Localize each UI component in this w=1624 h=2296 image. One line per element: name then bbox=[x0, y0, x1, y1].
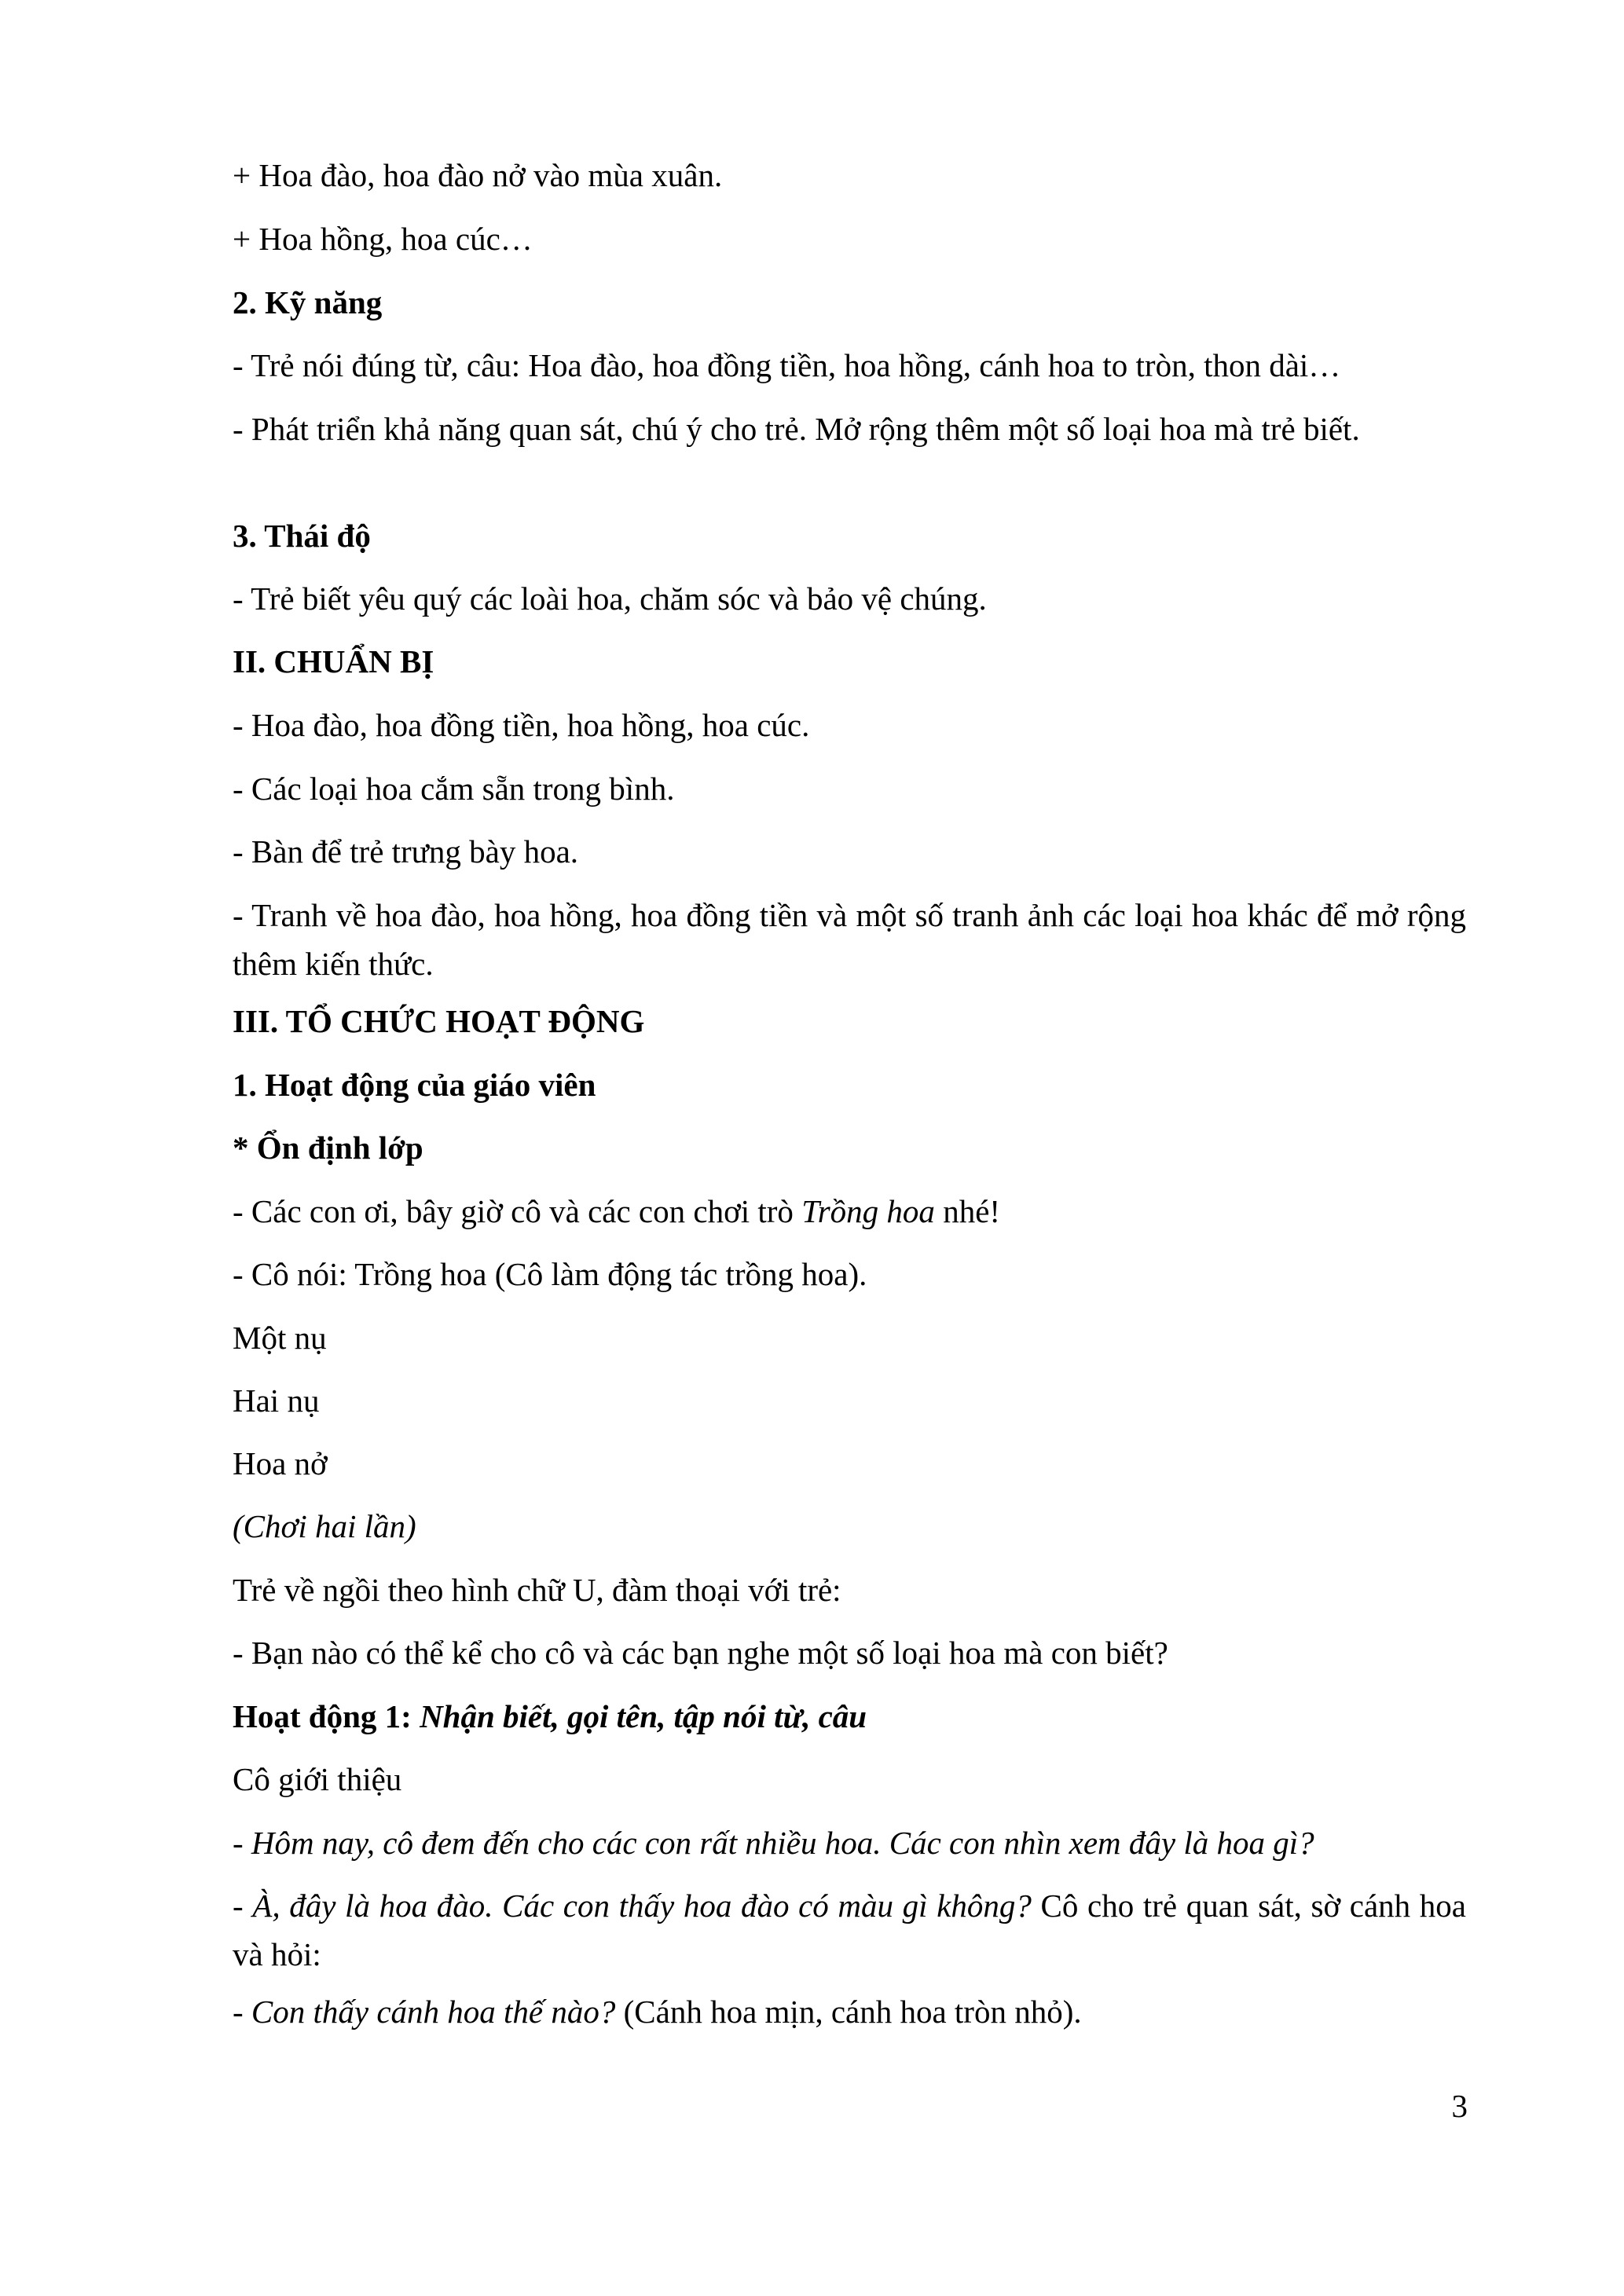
text-line: - Bàn để trẻ trưng bày hoa. bbox=[233, 833, 579, 870]
activity-label: Hoạt động 1: bbox=[233, 1698, 420, 1734]
text-line: + Hoa hồng, hoa cúc… bbox=[233, 221, 533, 257]
activity-title: Nhận biết, gọi tên, tập nói từ, câu bbox=[420, 1698, 867, 1734]
section-heading: 2. Kỹ năng bbox=[233, 284, 383, 320]
text-line: - Trẻ biết yêu quý các loài hoa, chăm sóc và bảo vệ chúng. bbox=[233, 580, 987, 617]
text-line: (Chơi hai lần) bbox=[233, 1508, 416, 1544]
question-normal: (Cánh hoa mịn, cánh hoa tròn nhỏ). bbox=[615, 1994, 1082, 2030]
text-line: Trẻ về ngồi theo hình chữ U, đàm thoại với trẻ: bbox=[233, 1572, 841, 1608]
game-line bbox=[233, 1187, 1466, 1236]
game-name: Trồng hoa bbox=[801, 1193, 935, 1229]
text-line: - Các loại hoa cắm sẵn trong bình. bbox=[233, 771, 675, 807]
section-heading: 1. Hoạt động của giáo viên bbox=[233, 1067, 596, 1103]
section-heading: III. TỔ CHỨC HOẠT ĐỘNG bbox=[233, 1003, 645, 1039]
text-line: Cô giới thiệu bbox=[233, 1761, 402, 1797]
section-heading: II. CHUẨN BỊ bbox=[233, 643, 434, 679]
activity-heading bbox=[233, 1692, 1466, 1741]
text-line: - Hoa đào, hoa đồng tiền, hoa hồng, hoa cúc. bbox=[233, 707, 810, 743]
question-italic: - À, đây là hoa đào. Các con thấy hoa đào có màu gì không? bbox=[233, 1888, 1032, 1924]
section-heading: * Ổn định lớp bbox=[233, 1130, 423, 1166]
text-paragraph: - Tranh về hoa đào, hoa hồng, hoa đồng tiền và một số tranh ảnh các loại hoa khác để mở rộng thêm kiến thức. bbox=[233, 897, 1466, 982]
question-line: - Hôm nay, cô đem đến cho các con rất nhiều hoa. Các con nhìn xem đây là hoa gì? bbox=[233, 1825, 1314, 1861]
text-line: - Bạn nào có thể kể cho cô và các bạn nghe một số loại hoa mà con biết? bbox=[233, 1635, 1168, 1671]
text-line: Một nụ bbox=[233, 1320, 327, 1356]
text-paragraph: - Phát triển khả năng quan sát, chú ý cho trẻ. Mở rộng thêm một số loại hoa mà trẻ biết. bbox=[233, 411, 1360, 447]
question-line bbox=[233, 1987, 1466, 2036]
text-line: - Trẻ nói đúng từ, câu: Hoa đào, hoa đồng tiền, hoa hồng, cánh hoa to tròn, thon dài… bbox=[233, 347, 1341, 383]
section-heading: 3. Thái độ bbox=[233, 518, 371, 554]
question-normal: Cô cho trẻ quan sát, sờ cánh hoa và hỏi: bbox=[233, 1888, 1466, 1972]
game-line-prefix: - Các con ơi, bây giờ cô và các con chơi trò bbox=[233, 1193, 802, 1229]
text-line: - Cô nói: Trồng hoa (Cô làm động tác trồng hoa). bbox=[233, 1256, 867, 1292]
text-line: + Hoa đào, hoa đào nở vào mùa xuân. bbox=[233, 157, 723, 193]
game-line-suffix: nhé! bbox=[934, 1193, 1001, 1229]
text-line: Hoa nở bbox=[233, 1445, 328, 1481]
question-italic: - Con thấy cánh hoa thế nào? bbox=[233, 1994, 616, 2030]
text-line: Hai nụ bbox=[233, 1382, 320, 1419]
question-paragraph bbox=[233, 1881, 1466, 1979]
page-number: 3 bbox=[1451, 2088, 1468, 2124]
